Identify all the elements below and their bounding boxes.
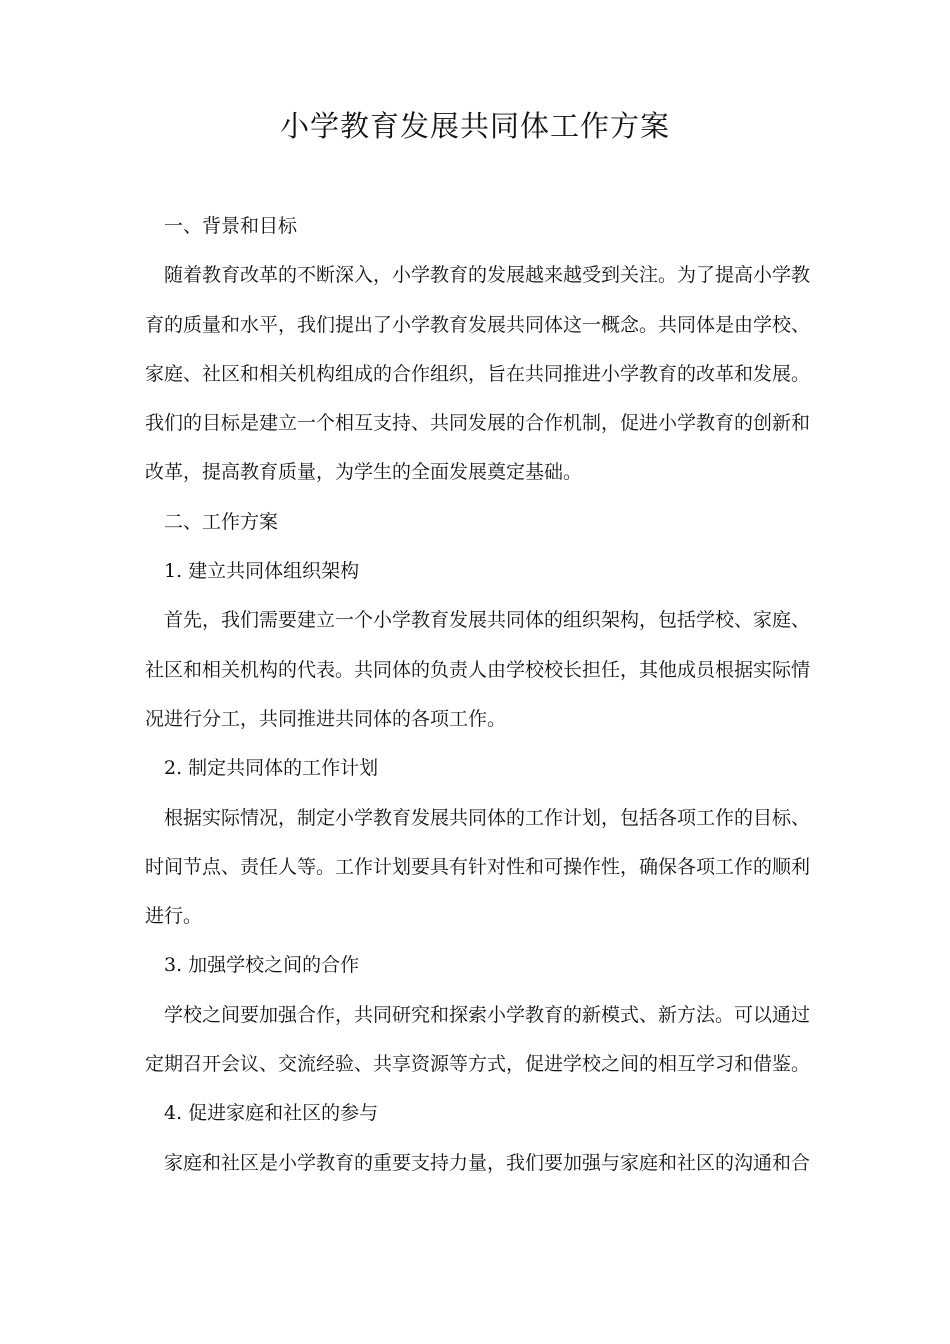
subsection-heading: 1. 建立共同体组织架构 (164, 560, 360, 583)
paragraph-line: 随着教育改革的不断深入，小学教育的发展越来越受到关注。为了提高小学教 (164, 264, 811, 287)
paragraph-line: 学校之间要加强合作，共同研究和探索小学教育的新模式、新方法。可以通过 (164, 1003, 811, 1026)
subsection-heading: 3. 加强学校之间的合作 (164, 954, 360, 977)
paragraph-line: 社区和相关机构的代表。共同体的负责人由学校校长担任，其他成员根据实际情 (145, 658, 811, 681)
paragraph-line: 况进行分工，共同推进共同体的各项工作。 (145, 707, 507, 730)
document-title: 小学教育发展共同体工作方案 (279, 109, 670, 143)
paragraph-line: 首先，我们需要建立一个小学教育发展共同体的组织架构，包括学校、家庭、 (164, 609, 811, 632)
paragraph-line: 家庭、社区和相关机构组成的合作组织，旨在共同推进小学教育的改革和发展。 (145, 362, 811, 385)
paragraph-line: 家庭和社区是小学教育的重要支持力量，我们要加强与家庭和社区的沟通和合 (164, 1151, 811, 1174)
section-heading: 一、背景和目标 (164, 215, 298, 237)
paragraph-line: 改革，提高教育质量，为学生的全面发展奠定基础。 (145, 461, 583, 484)
document-body (145, 207, 811, 1193)
subsection-heading: 2. 制定共同体的工作计划 (164, 757, 379, 780)
section-heading: 二、工作方案 (164, 510, 279, 533)
paragraph-line: 定期召开会议、交流经验、共享资源等方式，促进学校之间的相互学习和借鉴。 (145, 1053, 811, 1076)
paragraph-line: 时间节点、责任人等。工作计划要具有针对性和可操作性，确保各项工作的顺利 (145, 855, 811, 878)
paragraph-line: 根据实际情况，制定小学教育发展共同体的工作计划，包括各项工作的目标、 (164, 806, 811, 829)
paragraph-line: 我们的目标是建立一个相互支持、共同发展的合作机制，促进小学教育的创新和 (145, 412, 811, 435)
subsection-heading: 4. 促进家庭和社区的参与 (164, 1102, 379, 1125)
paragraph-line: 进行。 (145, 905, 203, 928)
paragraph-line: 育的质量和水平，我们提出了小学教育发展共同体这一概念。共同体是由学校、 (145, 313, 811, 336)
